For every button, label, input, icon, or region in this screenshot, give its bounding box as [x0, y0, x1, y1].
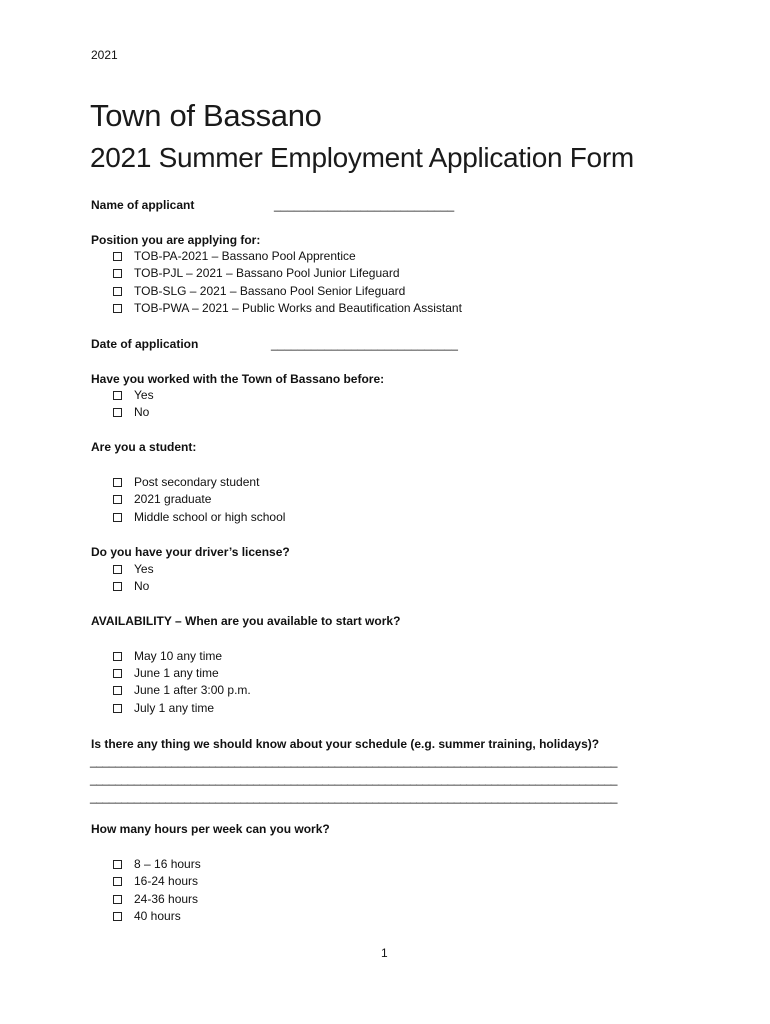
checkbox[interactable] — [113, 478, 122, 487]
availability-option[interactable]: May 10 any time — [113, 649, 222, 663]
checkbox[interactable] — [113, 252, 122, 261]
checkbox[interactable] — [113, 408, 122, 417]
name-label: Name of applicant — [91, 198, 195, 212]
checkbox[interactable] — [113, 686, 122, 695]
availability-option[interactable]: June 1 after 3:00 p.m. — [113, 683, 251, 697]
availability-label: AVAILABILITY – When are you available to start work? — [91, 614, 401, 628]
availability-option[interactable]: July 1 any time — [113, 701, 214, 715]
position-option[interactable]: TOB-SLG – 2021 – Bassano Pool Senior Lifeguard — [113, 284, 405, 298]
checkbox[interactable] — [113, 877, 122, 886]
license-option[interactable]: Yes — [113, 562, 154, 576]
position-option[interactable]: TOB-PA-2021 – Bassano Pool Apprentice — [113, 249, 356, 263]
page-subtitle: 2021 Summer Employment Application Form — [90, 142, 634, 173]
name-field[interactable]: ___________________________ — [274, 198, 455, 212]
checkbox[interactable] — [113, 895, 122, 904]
hours-option[interactable]: 16-24 hours — [113, 874, 198, 888]
page-title: Town of Bassano — [90, 98, 322, 133]
checkbox[interactable] — [113, 860, 122, 869]
position-option[interactable]: TOB-PWA – 2021 – Public Works and Beautification Assistant — [113, 301, 462, 315]
position-label: Position you are applying for: — [91, 233, 261, 247]
hours-option[interactable]: 24-36 hours — [113, 892, 198, 906]
license-label: Do you have your driver’s license? — [91, 545, 290, 559]
checkbox[interactable] — [113, 652, 122, 661]
student-option[interactable]: Post secondary student — [113, 475, 259, 489]
hours-option[interactable]: 40 hours — [113, 909, 181, 923]
schedule-line[interactable]: ____________________________________________________________________________________ — [90, 772, 618, 786]
worked-before-label: Have you worked with the Town of Bassano before: — [91, 372, 385, 386]
checkbox[interactable] — [113, 912, 122, 921]
checkbox[interactable] — [113, 582, 122, 591]
license-option[interactable]: No — [113, 579, 149, 593]
availability-option[interactable]: June 1 any time — [113, 666, 219, 680]
student-option[interactable]: Middle school or high school — [113, 510, 285, 524]
checkbox[interactable] — [113, 304, 122, 313]
checkbox[interactable] — [113, 565, 122, 574]
position-option[interactable]: TOB-PJL – 2021 – Bassano Pool Junior Lifeguard — [113, 266, 400, 280]
checkbox[interactable] — [113, 495, 122, 504]
date-field[interactable]: ____________________________ — [271, 337, 458, 351]
header-year: 2021 — [91, 48, 118, 62]
student-option[interactable]: 2021 graduate — [113, 492, 211, 506]
page-number: 1 — [381, 946, 388, 960]
schedule-label: Is there any thing we should know about your schedule (e.g. summer training, holidays)? — [91, 737, 600, 751]
date-label: Date of application — [91, 337, 199, 351]
hours-option[interactable]: 8 – 16 hours — [113, 857, 201, 871]
worked-before-option[interactable]: No — [113, 405, 149, 419]
checkbox[interactable] — [113, 269, 122, 278]
student-label: Are you a student: — [91, 440, 197, 454]
schedule-line[interactable]: ____________________________________________________________________________________ — [90, 754, 618, 768]
worked-before-option[interactable]: Yes — [113, 388, 154, 402]
checkbox[interactable] — [113, 287, 122, 296]
checkbox[interactable] — [113, 391, 122, 400]
checkbox[interactable] — [113, 704, 122, 713]
checkbox[interactable] — [113, 669, 122, 678]
schedule-line[interactable]: ____________________________________________________________________________________ — [90, 790, 618, 804]
checkbox[interactable] — [113, 513, 122, 522]
hours-label: How many hours per week can you work? — [91, 822, 330, 836]
